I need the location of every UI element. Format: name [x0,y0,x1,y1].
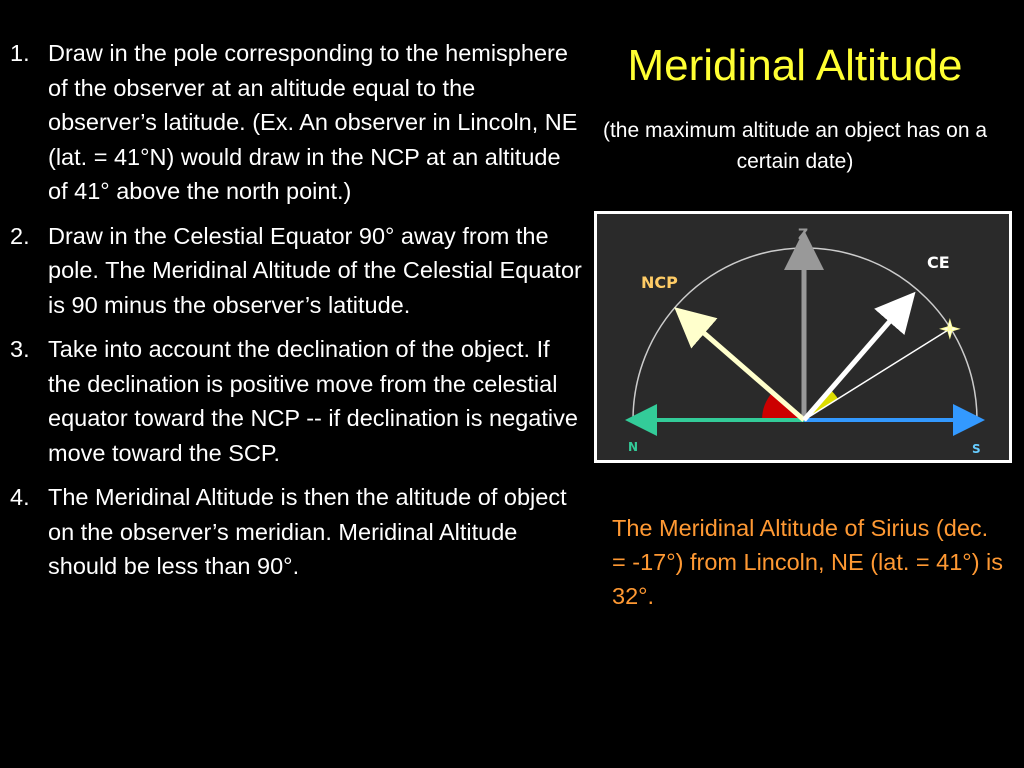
star-direction-line [804,329,950,420]
instruction-list [10,36,585,594]
ce-arrow [804,307,902,420]
instruction-step [10,36,585,209]
north-label: N [628,440,639,454]
step-number: 1. [10,40,30,66]
instruction-step [10,219,585,323]
sirius-caption: The Meridinal Altitude of Sirius (dec. = -17°) from Lincoln, NE (lat. = 41°) is 32°. [612,515,1004,609]
step-number: 4. [10,484,30,510]
instruction-step [10,332,585,470]
south-label: S [972,442,981,456]
step-number: 3. [10,336,30,362]
ncp-label: NCP [641,273,678,292]
instruction-step [10,480,585,584]
slide-title: Meridinal Altitude [627,41,963,90]
ce-label: CE [927,253,950,272]
meridian-diagram-svg [597,214,1009,460]
meridian-diagram [594,211,1012,463]
star-icon [941,320,959,338]
step-text: The Meridinal Altitude is then the altitude of object on the observer’s meridian. Meridinal Altitude should be less than 90°. [48,484,567,579]
slide-subtitle: (the maximum altitude an object has on a certain date) [602,119,988,173]
step-text: Draw in the Celestial Equator 90° away from the pole. The Meridinal Altitude of the Celestial Equator is 90 minus the observer’s latitude. [48,222,582,318]
ncp-arrow [689,320,804,420]
step-text: Draw in the pole corresponding to the hemisphere of the observer at an altitude equal to the observer’s latitude. (Ex. An observer in Lincoln, NE (lat. = 41°N) would draw in the NCP at an altitude of 41° above the north point.) [48,40,578,204]
step-text: Take into account the declination of the object. If the declination is positive move from the celestial equator toward the NCP -- if declination is negative move toward the SCP. [48,336,578,466]
step-number: 2. [10,222,30,249]
zenith-label: Z [798,227,809,243]
